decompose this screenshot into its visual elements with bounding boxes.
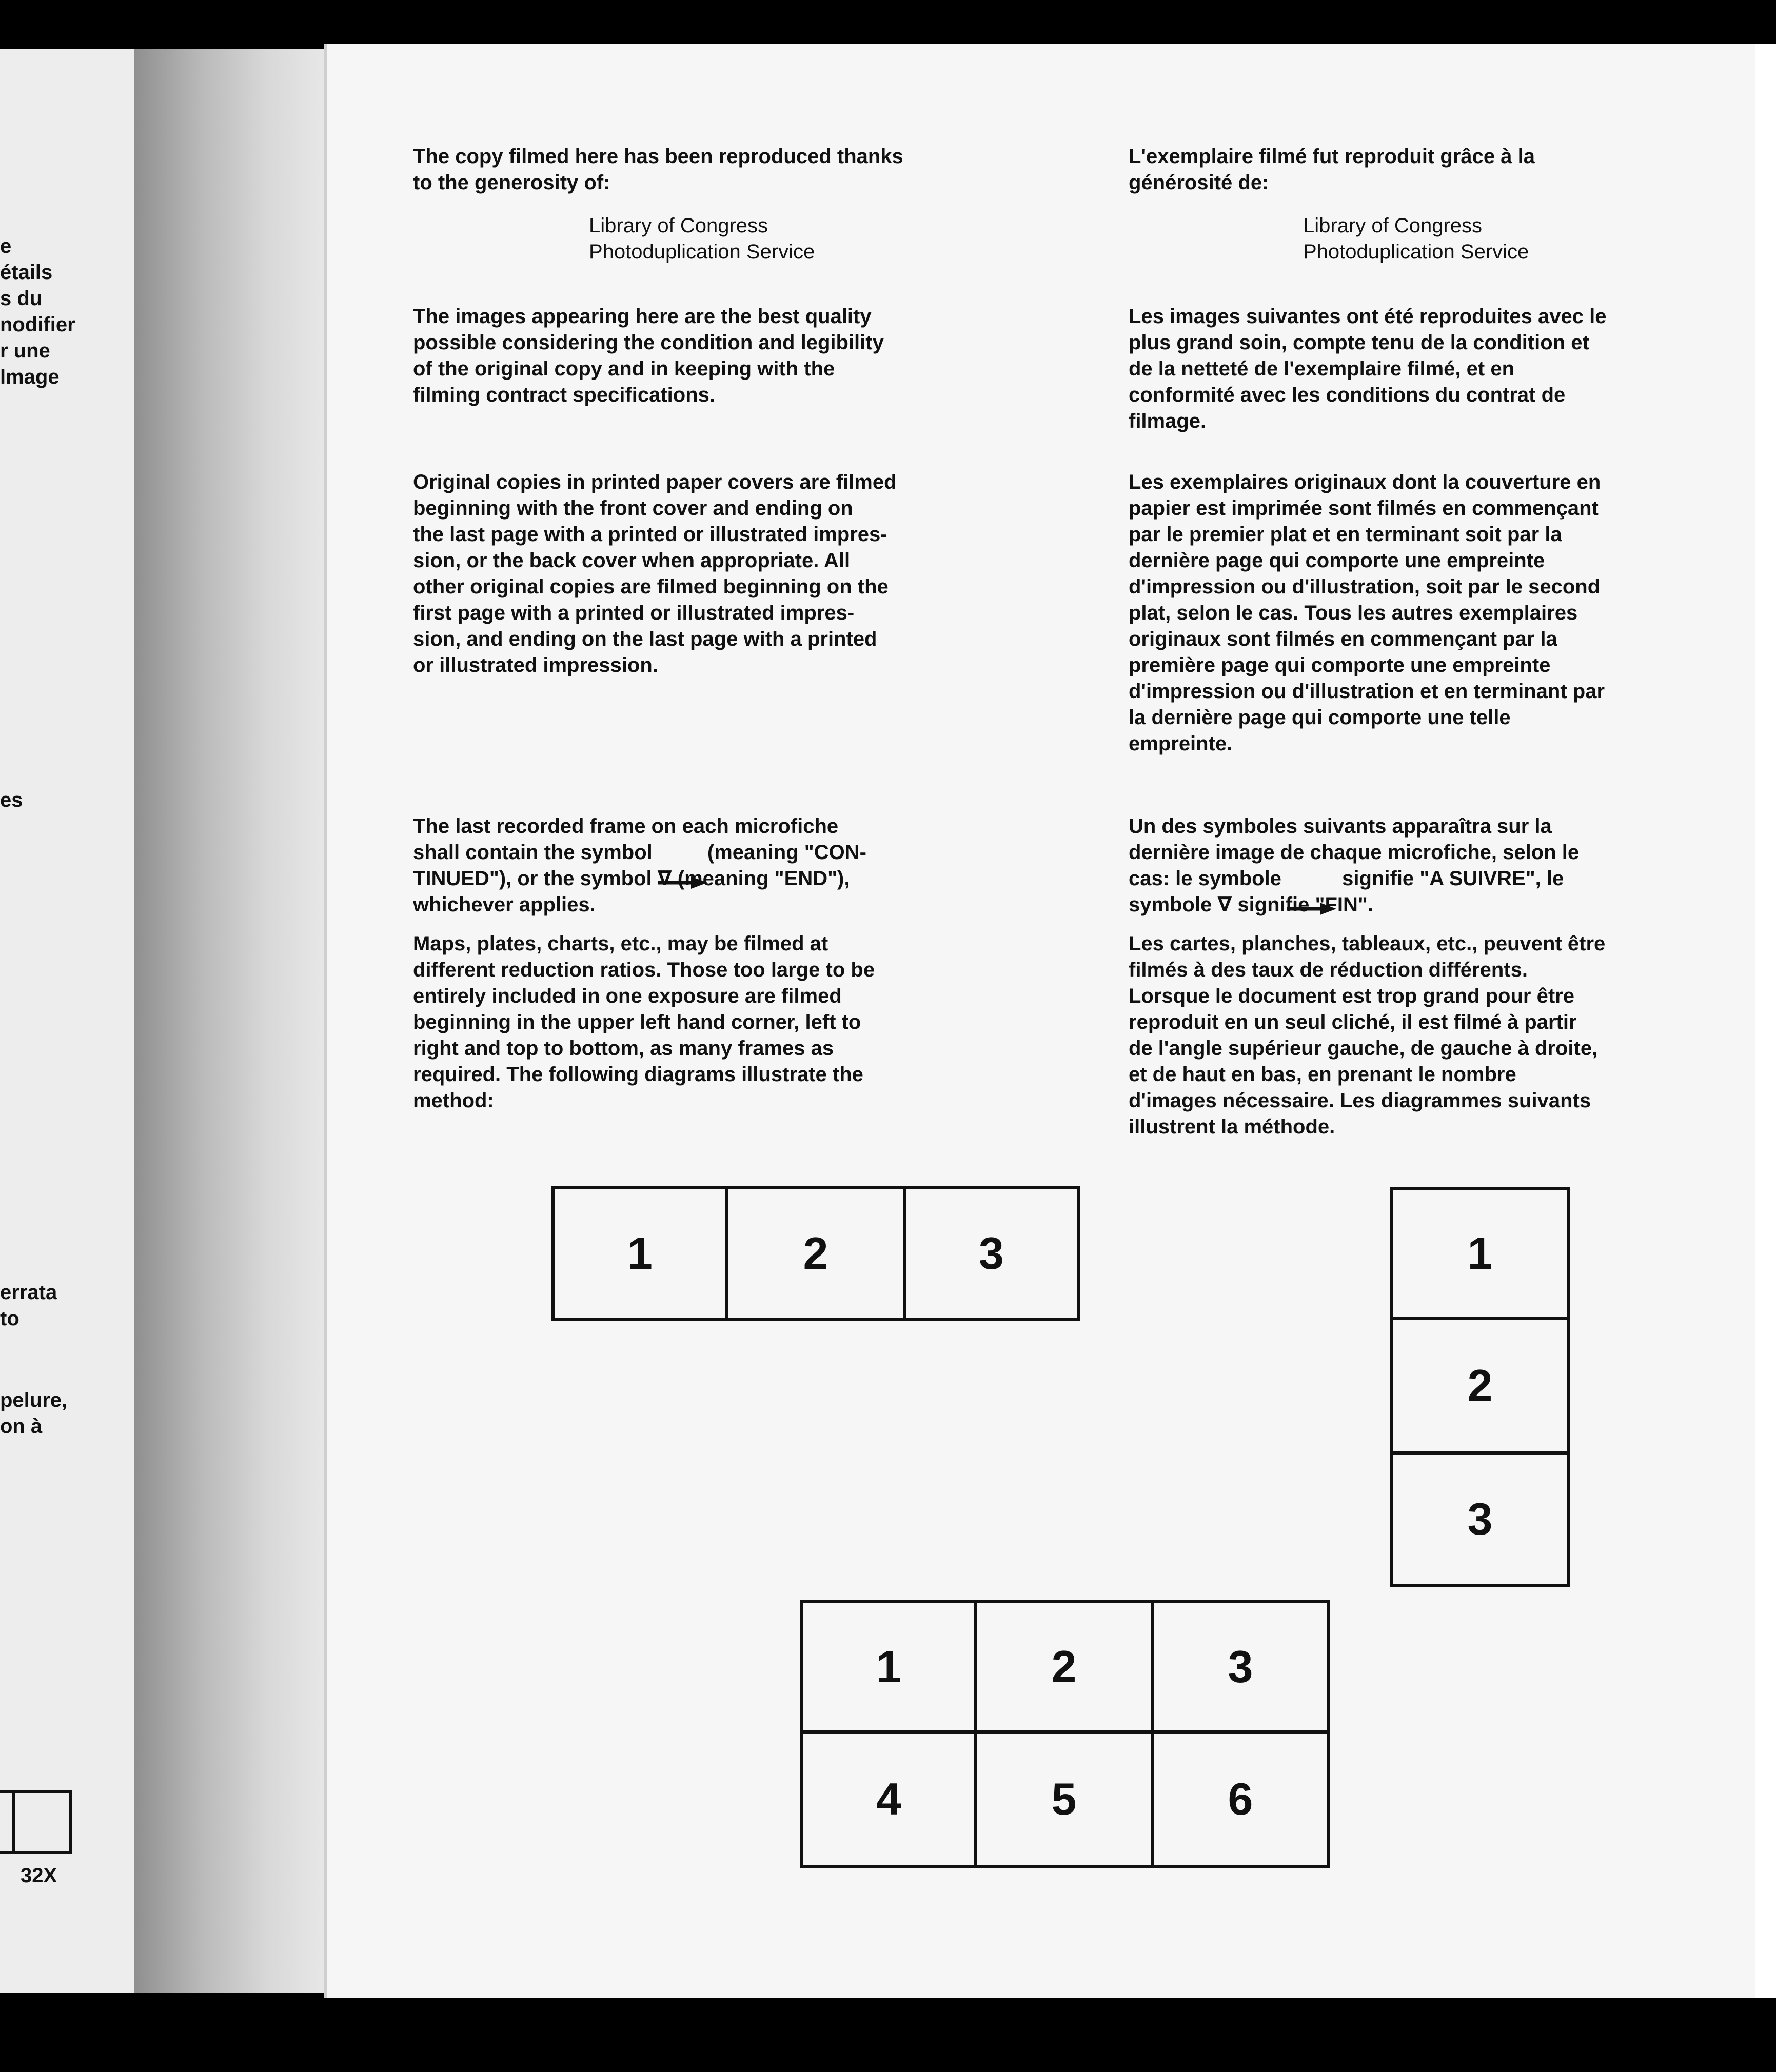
french-symbols bbox=[1129, 787, 1765, 918]
fold-shadow bbox=[134, 49, 324, 1993]
top-border bbox=[0, 0, 1776, 44]
english-thanks: The copy filmed here has been reproduced thanks to the generosity of: bbox=[413, 145, 903, 194]
grid-frame-2: 2 bbox=[974, 1600, 1154, 1734]
grid-frame-6: 6 bbox=[1151, 1730, 1330, 1868]
english-originals: Original copies in printed paper covers are filmed beginning with the front cover and ending on the last page with a printed or illustrated impres- sion, or the back cover when appropriate. All other original copies are filmed beginning on the first page with a printed or illustrated impres- sion, and ending on the last page with a printed or illustrated impression. bbox=[413, 471, 897, 676]
english-quality: The images appearing here are the best quality possible considering the condition and legibility of the original copy and in keeping with the filming contract specifications. bbox=[413, 305, 884, 406]
french-thanks: L'exemplaire filmé fut reproduit grâce à la générosité de: bbox=[1129, 145, 1535, 194]
grid-frame-4: 4 bbox=[800, 1730, 977, 1868]
vertical-frame-3: 3 bbox=[1390, 1451, 1570, 1587]
french-symbols-start: Un des symboles suivants apparaîtra sur la dernière image de chaque microfiche, selon le cas: le symbole bbox=[1129, 815, 1580, 890]
left-fragment-b: es bbox=[0, 789, 23, 811]
french-quality: Les images suivantes ont été reproduites avec le plus grand soin, compte tenu de la condition et de la netteté de l'exemplaire filmé, et en conformité avec les conditions du contrat de filmage. bbox=[1129, 305, 1607, 432]
left-page-sliver bbox=[0, 49, 134, 1993]
vertical-frame-1: 1 bbox=[1390, 1187, 1570, 1320]
grid-frame-3: 3 bbox=[1151, 1600, 1330, 1734]
french-originals: Les exemplaires originaux dont la couverture en papier est imprimée sont filmés en commençant par le premier plat et en terminant soit par la dernière page qui comporte une empreinte d'impression ou d'illustration, soit par le second plat, selon le cas. Tous les autres exemplaires originaux sont filmés en commençant par la première page qui comporte une empreinte d'impression ou d'illustration et en terminant par la dernière page qui comporte une telle empreinte. bbox=[1129, 471, 1605, 755]
english-symbols-start: The last recorded frame on each microfiche shall contain the symbol bbox=[413, 815, 839, 864]
horizontal-frame-3: 3 bbox=[903, 1186, 1080, 1321]
grid-frame-5: 5 bbox=[974, 1730, 1154, 1868]
english-symbols bbox=[413, 787, 1049, 918]
arrow-right-symbol-icon bbox=[1287, 871, 1336, 888]
french-library: Library of Congress Photoduplication Service bbox=[1303, 214, 1529, 263]
french-symbols-end: signifie "A SUIVRE", le symbole ∇ signifie "FIN". bbox=[1129, 867, 1564, 916]
left-fragment-c: errata to bbox=[0, 1281, 57, 1330]
english-library: Library of Congress Photoduplication Service bbox=[589, 214, 815, 263]
bottom-border bbox=[0, 1998, 1776, 2072]
grid-frame-1: 1 bbox=[800, 1600, 977, 1734]
french-maps: Les cartes, planches, tableaux, etc., peuvent être filmés à des taux de réduction différents. Lorsque le document est trop grand pour être reproduit en un seul cliché, il est filmé à partir de l'angle supérieur gauche, de gauche à droite, et de haut en bas, en prenant le nombre d'images nécessaire. Les diagrammes suivants illustrent la méthode. bbox=[1129, 932, 1606, 1138]
left-box-edge bbox=[0, 1790, 72, 1854]
vertical-frame-2: 2 bbox=[1390, 1317, 1570, 1455]
horizontal-frame-2: 2 bbox=[725, 1186, 906, 1321]
english-symbols-end: (meaning "CON- TINUED"), or the symbol ∇ (meaning "END"), whichever applies. bbox=[413, 841, 866, 916]
left-fragment-a: e étails s du nodifier r une lmage bbox=[0, 235, 75, 388]
left-32x-label: 32X bbox=[21, 1864, 57, 1887]
left-box-divider bbox=[12, 1790, 15, 1854]
arrow-right-symbol-icon bbox=[658, 845, 707, 862]
english-maps: Maps, plates, charts, etc., may be filmed at different reduction ratios. Those too large to be entirely included in one exposure are filmed beginning in the upper left hand corner, left to right and top to bottom, as many frames as required. The following diagrams illustrate the method: bbox=[413, 932, 875, 1112]
horizontal-frame-1: 1 bbox=[551, 1186, 728, 1321]
left-fragment-d: pelure, on à bbox=[0, 1389, 68, 1438]
